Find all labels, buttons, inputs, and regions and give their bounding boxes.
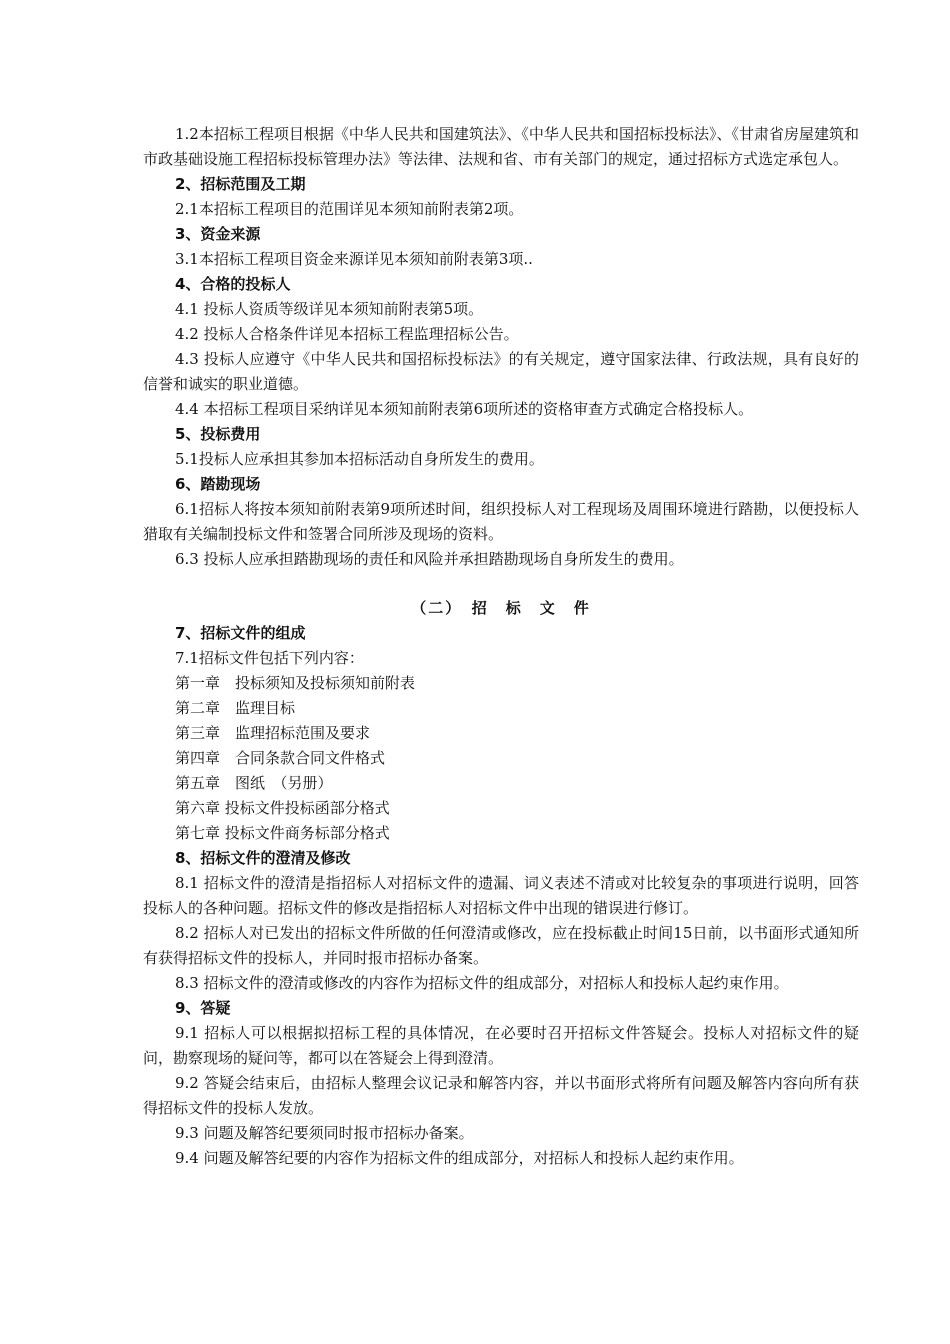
paragraph-6-3: 6.3 投标人应承担踏勘现场的责任和风险并承担踏勘现场自身所发生的费用。 [175,550,684,568]
paragraph-4-4: 4.4 本招标工程项目采纳详见本须知前附表第6项所述的资格审查方式确定合格投标人。 [175,400,754,418]
heading-questions-and-answers: 9、答疑 [175,999,231,1017]
paragraph-9-1: 9.1 招标人可以根据拟招标工程的具体情况，在必要时召开招标文件答疑会。投标人对招标文件的疑问，勘察现场的疑问等，都可以在答疑会上得到澄清。 [143,1024,859,1067]
paragraph-1-2: 1.2本招标工程项目根据《中华人民共和国建筑法》、《中华人民共和国招标投标法》、《甘肃省房屋建筑和市政基础设施工程招标投标管理办法》等法律、法规和省、市有关部门的规定，通过招标方式选定承包人。 [143,125,859,168]
paragraph-3-1: 3.1本招标工程项目资金来源详见本须知前附表第3项.. [175,250,533,268]
chapter-list-item: 第二章 监理目标 [175,699,296,717]
heading-qualified-bidder: 4、合格的投标人 [175,275,291,293]
heading-site-visit: 6、踏勘现场 [175,475,261,493]
paragraph-2-1: 2.1本招标工程项目的范围详见本须知前附表第2项。 [175,200,524,218]
heading-document-composition: 7、招标文件的组成 [175,624,306,642]
paragraph-4-1: 4.1 投标人资质等级详见本须知前附表第5项。 [175,300,484,318]
heading-clarification-and-amendment: 8、招标文件的澄清及修改 [175,849,351,867]
paragraph-4-2: 4.2 投标人合格条件详见本招标工程监理招标公告。 [175,325,519,343]
paragraph-9-2: 9.2 答疑会结束后，由招标人整理会议记录和解答内容，并以书面形式将所有问题及解答内容向所有获得招标文件的投标人发放。 [143,1074,859,1117]
paragraph-9-4: 9.4 问题及解答纪要的内容作为招标文件的组成部分，对招标人和投标人起约束作用。 [175,1149,744,1167]
heading-scope-and-duration: 2、招标范围及工期 [175,175,306,193]
paragraph-9-3: 9.3 问题及解答纪要须同时报市招标办备案。 [175,1124,474,1142]
paragraph-5-1: 5.1投标人应承担其参加本招标活动自身所发生的费用。 [175,450,544,468]
chapter-list-item: 第五章 图纸 （另册） [175,774,333,792]
chapter-list-item: 第六章 投标文件投标函部分格式 [175,799,390,817]
section-title-tender-documents: （二） 招 标 文 件 [411,599,591,617]
chapter-list-item: 第七章 投标文件商务标部分格式 [175,824,390,842]
document-body [143,122,859,1171]
chapter-list-item: 第四章 合同条款合同文件格式 [175,749,386,767]
paragraph-6-1: 6.1招标人将按本须知前附表第9项所述时间，组织投标人对工程现场及周围环境进行踏勘，以便投标人猎取有关编制投标文件和签署合同所涉及现场的资料。 [143,500,859,543]
paragraph-8-2: 8.2 招标人对已发出的招标文件所做的任何澄清或修改，应在投标截止时间15日前，以书面形式通知所有获得招标文件的投标人，并同时报市招标办备案。 [143,924,859,967]
paragraph-8-3: 8.3 招标文件的澄清或修改的内容作为招标文件的组成部分，对招标人和投标人起约束作用。 [175,974,789,992]
paragraph-8-1: 8.1 招标文件的澄清是指招标人对招标文件的遗漏、词义表述不清或对比较复杂的事项进行说明，回答投标人的各种问题。招标文件的修改是指招标人对招标文件中出现的错误进行修订。 [143,874,859,917]
chapter-list-item: 第一章 投标须知及投标须知前附表 [175,674,416,692]
heading-funding-source: 3、资金来源 [175,225,261,243]
chapter-list-item: 第三章 监理招标范围及要求 [175,724,371,742]
paragraph-4-3: 4.3 投标人应遵守《中华人民共和国招标投标法》的有关规定，遵守国家法律、行政法规，具有良好的信誉和诚实的职业道德。 [143,350,859,393]
paragraph-7-1: 7.1招标文件包括下列内容： [175,649,364,667]
heading-bid-costs: 5、投标费用 [175,425,261,443]
